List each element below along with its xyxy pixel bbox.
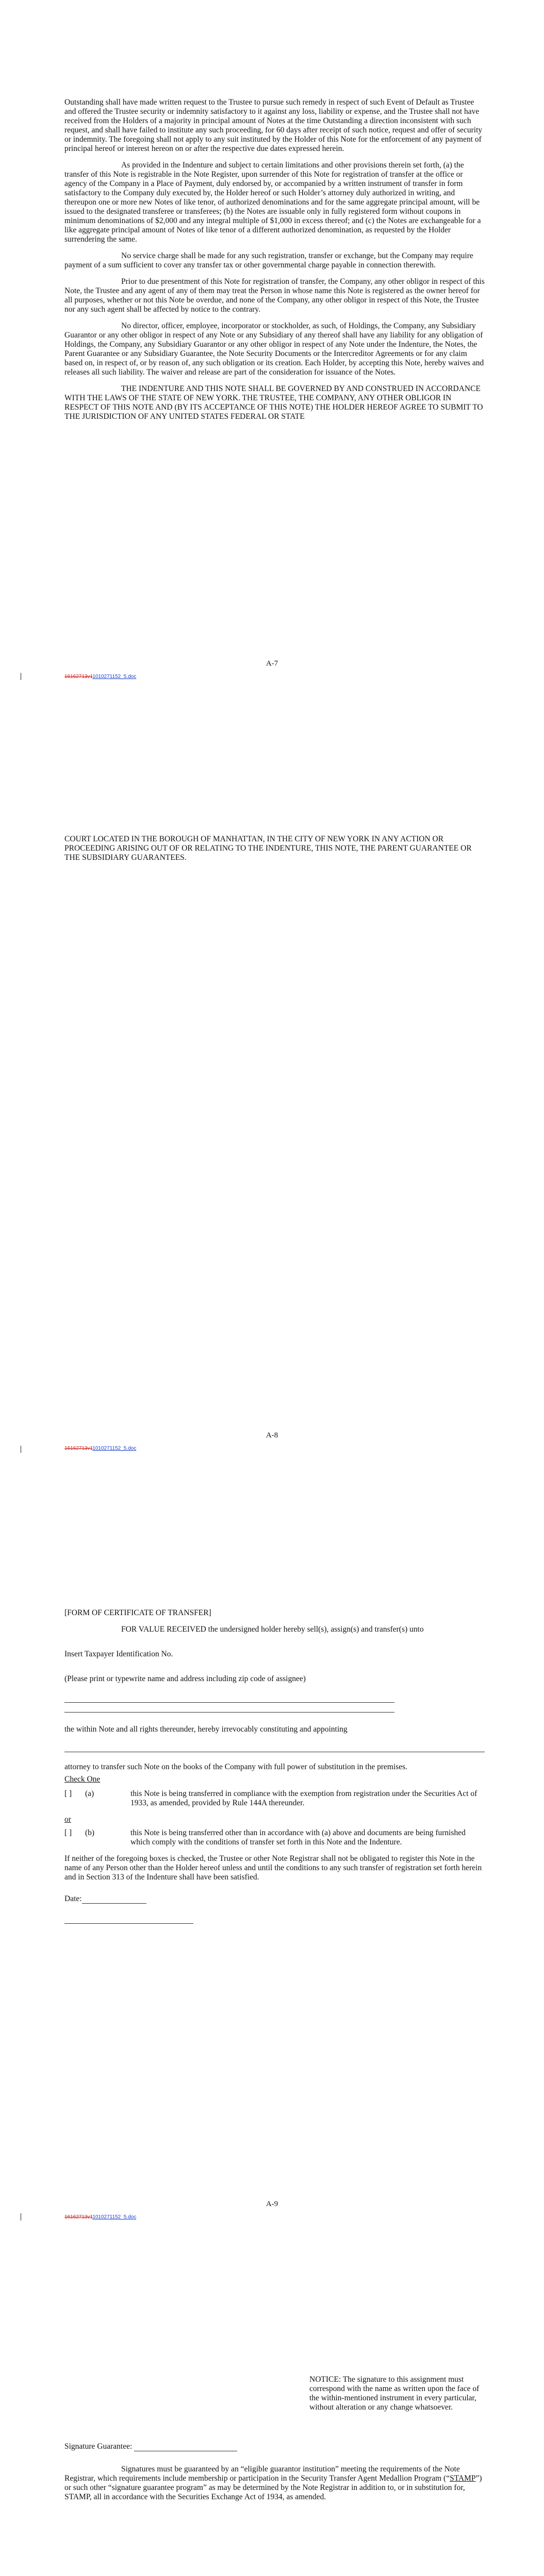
docref-old: 16162713v1 — [64, 1446, 93, 1451]
option-b — [64, 1828, 485, 1847]
docref-old: 16162713v1 — [64, 2214, 93, 2220]
option-b-label: (b) — [85, 1828, 95, 1837]
paragraph — [64, 2465, 485, 2502]
signature-line[interactable] — [64, 1916, 193, 1924]
signature-guarantee-field[interactable] — [64, 2442, 485, 2451]
or-separator: or — [64, 1815, 71, 1824]
checkbox-b[interactable]: [ ] — [64, 1828, 72, 1837]
paragraph: Outstanding shall have made written request to the Trustee to pursue such remedy in respect of such Event of Default as Trustee and offered the Trustee security or indemnity satisfactory to it against any loss, liability or expense, and the Trustee shall not have received from the Holders of a majority in principal amount of Notes at the time Outstanding a direction inconsistent with such request, and shall have failed to institute any such proceeding, for 60 days after receipt of such notice, request and offer of security or indemnity. The foregoing shall not apply to any suit instituted by the Holder of this Note for the enforcement of any payment of principal hereof or interest hereon on or after the respective due dates expressed herein. — [64, 98, 483, 153]
option-b-text: this Note is being transferred other than in accordance with (a) above and documents are being furnished which comply with the conditions of transfer set forth in this Note and the Indenture. — [130, 1828, 466, 1846]
assignee-line-1[interactable] — [64, 1695, 394, 1703]
signature-guarantee-label: Signature Guarantee: — [64, 2442, 133, 2451]
governing-law-paragraph: THE INDENTURE AND THIS NOTE SHALL BE GOVERNED BY AND CONSTRUED IN ACCORDANCE WITH THE LAWS OF THE STATE OF NEW YORK. THE TRUSTEE, THE COMPANY, ANY OTHER OBLIGOR IN RESPECT OF THIS NOTE AND (BY ITS ACCEPTANCE OF THIS NOTE) THE HOLDER HEREOF AGREE TO SUBMIT TO THE JURISDICTION OF ANY UNITED STATES FEDERAL OR STATE — [64, 384, 483, 421]
docref-new: 1010271152_5.doc — [92, 674, 137, 680]
document-reference — [64, 2214, 136, 2220]
taxpayer-label: Insert Taxpayer Identification No. — [64, 1650, 173, 1658]
page-a8-body — [64, 835, 485, 870]
page-number: A-9 — [266, 2200, 278, 2208]
paragraph: No service charge shall be made for any such registration, transfer or exchange, but the Company may require payment of a sum sufficient to cover any transfer tax or other governmental charge payable in connection therewith. — [64, 251, 473, 269]
page-a9-body — [64, 1608, 485, 1926]
paragraph: If neither of the foregoing boxes is checked, the Trustee or other Note Registrar shall not be obligated to register this Note in the name of any Person other than the Holder hereof unless and until the conditions to any such transfer of registration set forth herein and in Section 313 of the Indenture shall have been satisfied. — [64, 1854, 482, 1882]
docref-new: 1010271152_5.doc — [92, 2214, 137, 2220]
page-number: A-7 — [266, 659, 278, 668]
stamp-term: STAMP — [450, 2474, 476, 2483]
docref-old: 16162713v1 — [64, 674, 93, 680]
paragraph: Prior to due presentment of this Note for registration of transfer, the Company, any other obligor in respect of this Note, the Trustee and any agent of any of them may treat the Person in whose name this Note is registered as the owner hereof for all purposes, whether or not this Note be overdue, and none of the Company, any other obligor in respect of this Note, the Trustee nor any such agent shall be affected by notice to the contrary. — [64, 277, 485, 314]
page-a7-body — [64, 98, 485, 429]
paragraph: attorney to transfer such Note on the books of the Company with full power of substitution in the premises. — [64, 1762, 408, 1771]
notice-block: NOTICE: The signature to this assignment must correspond with the name as written upon the face of the within-mentioned instrument in every particular, without alteration or any change whatsoever. — [309, 2375, 480, 2412]
date-line[interactable] — [82, 1896, 146, 1904]
date-field[interactable] — [64, 1894, 485, 1904]
print-label: (Please print or typewrite name and address including zip code of assignee) — [64, 1674, 306, 1683]
sig-para-start: Signatures must be guaranteed by an “eligible guarantor institution” meeting the requirements of the Note Registrar, which requirements include membership or participation in the Security Transfer Agent Medallion Program (“ — [64, 2465, 460, 2483]
document-reference — [64, 1446, 136, 1451]
document-reference — [64, 674, 136, 680]
page-number: A-8 — [266, 1431, 278, 1439]
date-label: Date: — [64, 1894, 82, 1903]
attorney-name-line[interactable] — [64, 1744, 485, 1752]
checkbox-a[interactable]: [ ] — [64, 1789, 72, 1798]
paragraph: As provided in the Indenture and subject to certain limitations and other provisions therein set forth, (a) the transfer of this Note is registrable in the Note Register, upon surrender of this Note for registration of transfer at the office or agency of the Company in a Place of Payment, duly endorsed by, or accompanied by a written instrument of transfer in form satisfactory to the Company duly executed by, the Holder hereof or such Holder’s attorney duly authorized in writing, and thereupon one or more new Notes of like tenor, of authorized denominations and for the same aggregate principal amount, will be issued to the designated transferee or transferees; (b) the Notes are issuable only in fully registered form without coupons in minimum denominations of $2,000 and any integral multiple of $1,000 in excess thereof; and (c) the Notes are exchangeable for a like aggregate principal amount of Notes of like tenor of a different authorized denomination, as requested by the Holder surrendering the same. — [64, 161, 481, 244]
check-one-heading: Check One — [64, 1775, 101, 1784]
option-a-text: this Note is being transferred in compliance with the exemption from registration under the Securities Act of 1933, as amended, provided by Rule 144A thereunder. — [130, 1789, 477, 1807]
assignee-line-2[interactable] — [64, 1705, 394, 1713]
option-a — [64, 1789, 485, 1808]
paragraph: No director, officer, employee, incorporator or stockholder, as such, of Holdings, the Company, any Subsidiary Guarantor or any other obligor in respect of any Note or any Subsidiary of any thereof shall have any liability for any obligation of Holdings, the Company, any Subsidiary Guarantor or any other obligor in respect of any Note under the Indenture, the Notes, the Parent Guarantee or any Subsidiary Guarantee, the Note Security Documents or the Intercreditor Agreements or for any claim based on, in respect of, or by reason of, any such obligation or its creation. Each Holder, by accepting this Note, hereby waives and releases all such liability. The waiver and release are part of the consideration for issuance of the Notes. — [64, 321, 484, 377]
paragraph: the within Note and all rights thereunder, hereby irrevocably constituting and appointing — [64, 1725, 348, 1734]
sig-para-end: ”) or such other “signature guarantee program” as may be determined by the Note Registrar in addition to, or in substitution for, STAMP, all in accordance with the Securities Exchange Act of 1934, as amended. — [64, 2474, 482, 2501]
option-a-label: (a) — [85, 1789, 94, 1798]
form-title: [FORM OF CERTIFICATE OF TRANSFER] — [64, 1608, 211, 1617]
paragraph: FOR VALUE RECEIVED the undersigned holder hereby sell(s), assign(s) and transfer(s) unto — [121, 1625, 424, 1634]
page-a10-body — [64, 2442, 485, 2509]
docref-new: 1010271152_5.doc — [92, 1446, 137, 1451]
paragraph: COURT LOCATED IN THE BOROUGH OF MANHATTAN, IN THE CITY OF NEW YORK IN ANY ACTION OR PROCEEDING ARISING OUT OF OR RELATING TO THE INDENTURE, THIS NOTE, THE PARENT GUARANTEE OR THE SUBSIDIARY GUARANTEES. — [64, 835, 472, 862]
signature-guarantee-line[interactable] — [134, 2444, 237, 2451]
